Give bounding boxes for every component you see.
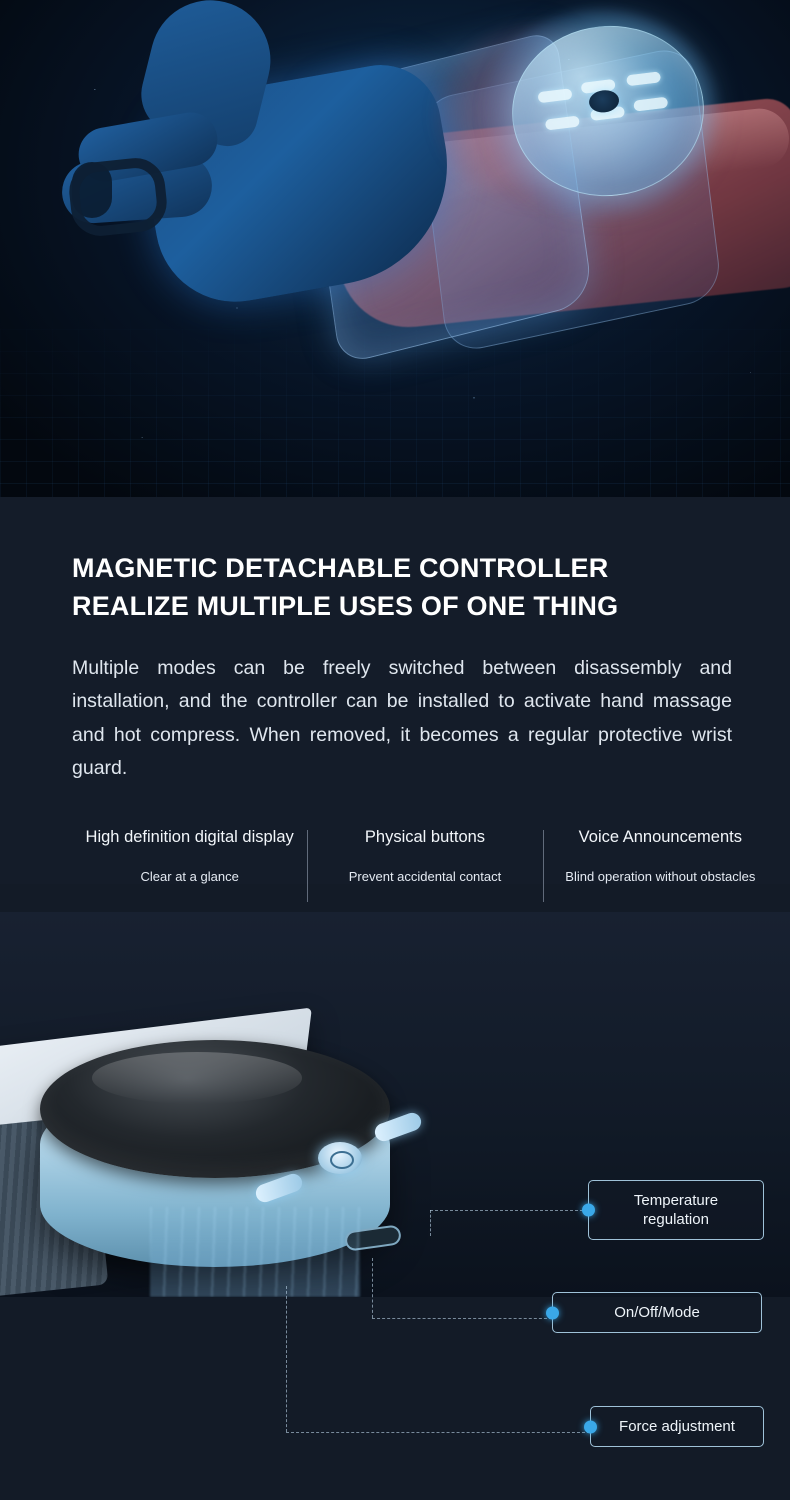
velcro-strap (66, 155, 169, 239)
hand-illustration (0, 0, 790, 497)
feature-row (72, 828, 778, 884)
feature-subtitle: Prevent accidental contact (348, 868, 502, 884)
headline-line-2: REALIZE MULTIPLE USES OF ONE THING (72, 591, 619, 622)
callout-dot-icon (546, 1306, 559, 1319)
body-paragraph: Multiple modes can be freely switched between disassembly and installation, and the controller can be installed to activate hand massage and hot compress. When removed, it becomes a regular protective wrist guard. (72, 656, 732, 780)
info-section (0, 497, 790, 884)
callout-on-off-mode (552, 1292, 762, 1333)
feature-title: Voice Announcements (578, 827, 742, 846)
headline-line-1: MAGNETIC DETACHABLE CONTROLLER (72, 553, 609, 583)
callout-force-adjustment (590, 1406, 764, 1447)
panel-pill-4 (545, 116, 580, 131)
callout-dot-icon (582, 1204, 595, 1217)
leader-line-vertical-3 (286, 1286, 287, 1432)
feature-subtitle: Clear at a glance (140, 868, 239, 884)
leader-line-3 (286, 1432, 590, 1433)
feature-item-buttons (307, 828, 542, 884)
callout-label: Temperature regulation (633, 1192, 719, 1229)
hero-image (0, 0, 790, 497)
leader-line-2 (372, 1318, 552, 1319)
lightning-effect (150, 1207, 360, 1297)
callout-temperature-regulation (588, 1180, 764, 1240)
leader-line-vertical-1 (430, 1210, 431, 1236)
callout-label: On/Off/Mode (614, 1304, 700, 1321)
feature-title: Physical buttons (364, 827, 486, 846)
power-mode-button[interactable] (318, 1142, 362, 1174)
feature-subtitle: Blind operation without obstacles (565, 868, 756, 884)
panel-pill-6 (633, 97, 668, 112)
feature-item-voice (543, 828, 778, 884)
panel-pill-1 (537, 88, 572, 103)
feature-item-display (72, 828, 307, 884)
leader-line-1 (430, 1210, 588, 1211)
leader-line-vertical-2 (372, 1258, 373, 1318)
callout-label: Force adjustment (619, 1418, 735, 1435)
callout-dot-icon (584, 1420, 597, 1433)
controller-gloss-highlight (92, 1052, 302, 1104)
feature-title: High definition digital display (85, 827, 294, 846)
